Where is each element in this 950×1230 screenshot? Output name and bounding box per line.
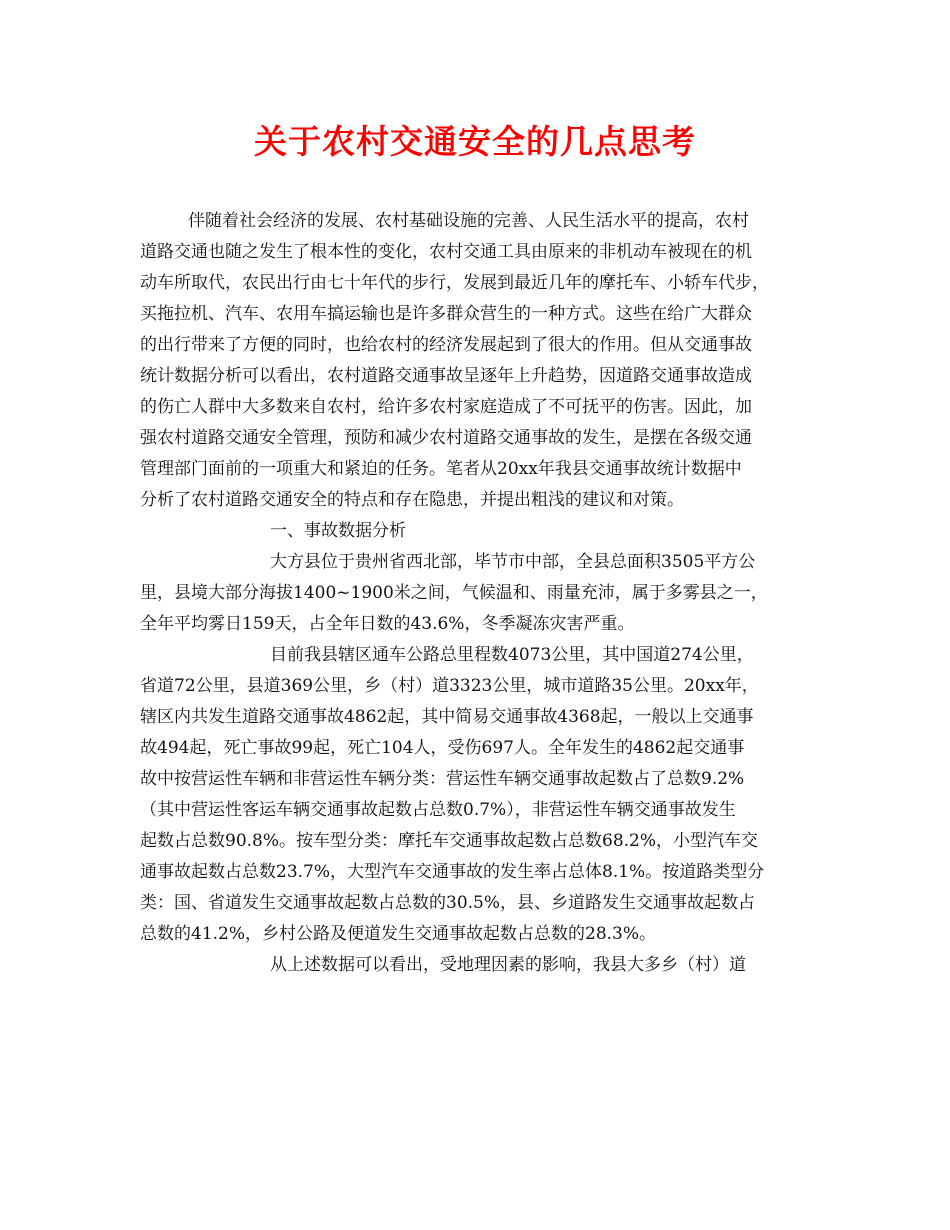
paragraph-line: （其中营运性客运车辆交通事故起数占总数0.7%），非营运性车辆交通事故发生 [140,800,736,820]
paragraph-line: 起数占总数90.8%。按车型分类：摩托车交通事故起数占总数68.2%，小型汽车交 [140,831,759,851]
paragraph-line: 目前我县辖区通车公路总里程数4073公里，其中国道274公里， [270,645,754,665]
paragraph-line: 辖区内共发生道路交通事故4862起，其中简易交通事故4368起，一般以上交通事 [140,707,754,727]
paragraph-line: 全年平均雾日159天，占全年日数的43.6%，冬季凝冻灾害严重。 [140,614,635,634]
paragraph-line: 通事故起数占总数23.7%，大型汽车交通事故的发生率占总体8.1%。按道路类型分 [140,862,765,882]
paragraph-line: 道路交通也随之发生了根本性的变化，农村交通工具由原来的非机动车被现在的机 [140,242,752,262]
paragraph-line: 统计数据分析可以看出，农村道路交通事故呈逐年上升趋势，因道路交通事故造成 [140,366,752,386]
paragraph-line: 类：国、省道发生交通事故起数占总数的30.5%，县、乡道路发生交通事故起数占 [140,893,756,913]
paragraph-line: 故中按营运性车辆和非营运性车辆分类：营运性车辆交通事故起数占了总数9.2% [140,769,745,789]
paragraph-line: 总数的41.2%，乡村公路及便道发生交通事故起数占总数的28.3%。 [140,924,657,944]
document-body [140,206,820,981]
paragraph-line: 从上述数据可以看出，受地理因素的影响，我县大多乡（村）道 [270,955,746,975]
paragraph-line: 伴随着社会经济的发展、农村基础设施的完善、人民生活水平的提高，农村 [188,211,749,231]
paragraph [140,516,820,547]
paragraph-line: 分析了农村道路交通安全的特点和存在隐患，并提出粗浅的建议和对策。 [140,490,684,510]
document-title: 关于农村交通安全的几点思考 [254,122,696,161]
paragraph-line: 的出行带来了方便的同时，也给农村的经济发展起到了很大的作用。但从交通事故 [140,335,752,355]
paragraph-line: 动车所取代，农民出行由七十年代的步行，发展到最近几年的摩托车、小轿车代步， [140,273,769,293]
paragraph-line: 大方县位于贵州省西北部，毕节市中部，全县总面积3505平方公 [270,552,756,572]
paragraph-line: 强农村道路交通安全管理，预防和减少农村道路交通事故的发生，是摆在各级交通 [140,428,752,448]
paragraph-line: 管理部门面前的一项重大和紧迫的任务。笔者从20xx年我县交通事故统计数据中 [140,459,742,479]
paragraph-line: 一、事故数据分析 [270,521,406,541]
paragraph [140,950,820,981]
paragraph-line: 省道72公里，县道369公里，乡（村）道3323公里，城市道路35公里。20xx年， [140,676,759,696]
paragraph [140,206,820,516]
paragraph-line: 故494起，死亡事故99起，死亡104人，受伤697人。全年发生的4862起交通事 [140,738,745,758]
paragraph-line: 买拖拉机、汽车、农用车搞运输也是许多群众营生的一种方式。这些在给广大群众 [140,304,752,324]
paragraph-line: 的伤亡人群中大多数来自农村，给许多农村家庭造成了不可抚平的伤害。因此，加 [140,397,752,417]
paragraph-line: 里，县境大部分海拔1400~1900米之间，气候温和、雨量充沛，属于多雾县之一， [140,583,768,603]
paragraph [140,640,820,950]
paragraph [140,547,820,640]
